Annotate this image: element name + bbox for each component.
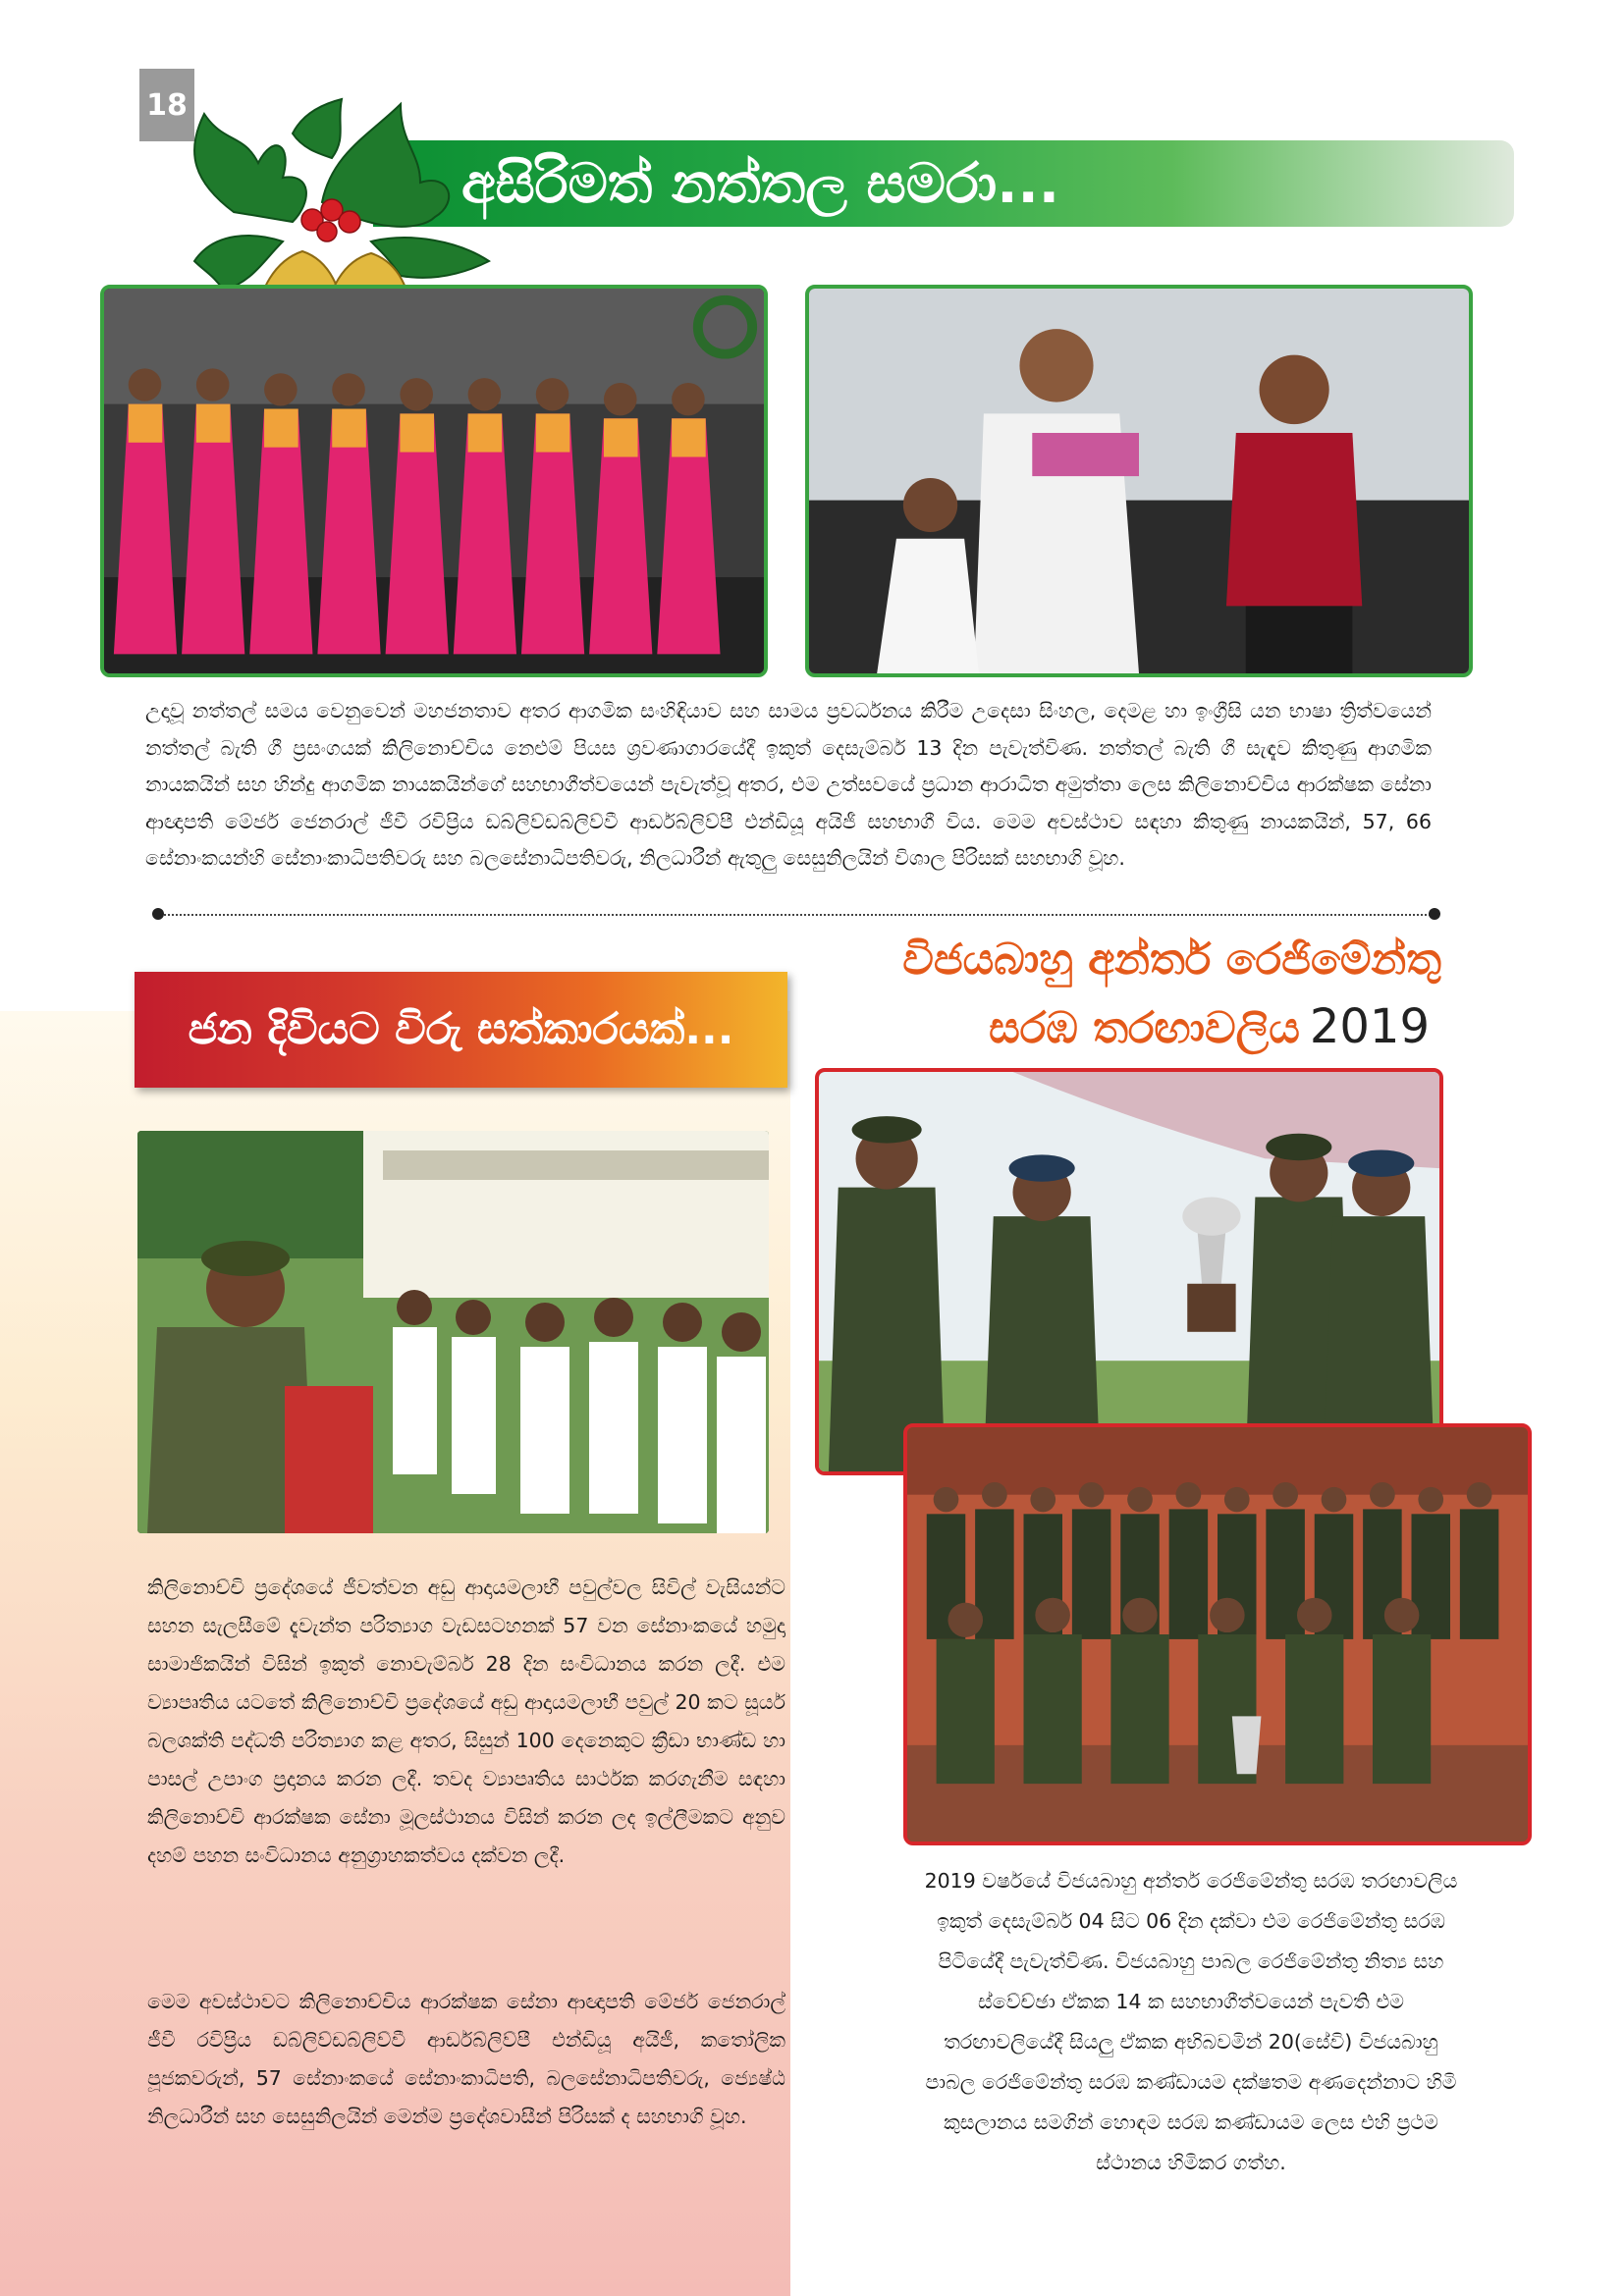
section-divider (157, 914, 1434, 916)
welfare-article-text-1: කිලිනොච්චි ප්‍රදේශයේ ජීවත්වන අඩු ආදායමලාභී පවුල්වල සිවිල් වැසියන්ට සහන සැලසීමේ දැවැන්ත පරිත්‍යාග වැඩසටහනක් 57 වන සේනාංකයේ හමුදා සාමාජිකයින් විසින් ඉකුත් නොවැම්බර් 28 දින සංවිධානය කරන ලදී. එම ව්‍යාපෘතිය යටතේ කිලිනොච්චි ප්‍රදේශයේ අඩු ආදායමලාභී පවුල් 20 කට සූර්ය බලශක්ති පද්ධති පරිත්‍යාග කළ අතර, සිසුන් 100 දෙනෙකුට ක්‍රීඩා භාණ්ඩ හා පාසල් උපාංග ප්‍රදානය කරන ලදී. තවද ව්‍යාපෘතිය සාර්ථක කරගැනීම සඳහා කිලිනොච්චි ආරක්ෂක සේනා මූලස්ථානය විසින් කරන ලද ඉල්ලීමකට අනුව දහම් පහන සංවිධානය අනුග්‍රාහකත්වය දක්වන ලදී. (147, 1575, 785, 1867)
drill-article-text: 2019 වර්ෂයේ විජයබාහු අන්තර් රෙජිමේන්තු සරඹ තරඟාවලිය ඉකුත් දෙසැම්බර් 04 සිට 06 දින දක්වා එම රෙජිමේන්තු සරඹ පිටියේදී පැවැත්විණ. විජයබාහු පාබල රෙජිමේන්තු නිත්‍ය සහ ස්වේච්ඡා ඒකක 14 ක සහභාගීත්වයෙන් පැවති එම තරඟාවලියේදී සියලු ඒකක අභිබවමින් 20(සේවි) විජයබාහු පාබල රෙජිමේන්තු සරඹ කණ්ඩායම දක්ෂතම අණදෙන්නාට හිමි කුසලානය සමගින් හොඳම සරඹ කණ්ඩායම ලෙස එහි ප්‍රථම ස්ථානය හිමිකර ගත්හ. (924, 1869, 1458, 2174)
section-title-christmas: අසිරිමත් නත්තල සමරා... (461, 152, 1060, 216)
photo-choir (100, 285, 768, 677)
section-title-welfare: ජන දිවියට විරු සත්කාරයක්... (188, 1004, 734, 1054)
welfare-article-text-2: මෙම අවස්ථාවට කිලිනොච්චිය ආරක්ෂක සේනා ආඥාපති මේජර් ජෙනරාල් ජීවී රවිප්‍රිය ඩබ්ලිව්ඩබ්ලිව්වී ආර්ඩබ්ලිව්පී එන්ඩියූ අයිජී, කතෝලික පූජකවරුන්, 57 සේනාංකයේ සේනාංකාධිපති, බලසේනාධිපතිවරු, ජ්‍යෙෂ්ඨ නිලධාරීන් සහ සෙසුනිලයින් මෙන්ම ප්‍රදේශවාසීන් පිරිසක් ද සහභාගි වූහ. (147, 1990, 785, 2128)
drill-title-year: 2019 (1309, 999, 1430, 1054)
section-title-drill-line1: විජයබාහු අන්තර් රෙජිමේන්තු (902, 934, 1441, 985)
photo-trophy-handover (815, 1068, 1443, 1475)
page-number: 18 (139, 69, 194, 141)
christmas-article-text: උදාවූ නත්තල් සමය වෙනුවෙන් මහජනතාව අතර ආගමික සංහිඳියාව සහ සාමය ප්‍රවර්ධනය කිරීම උදෙසා සිංහල, දෙමළ හා ඉංග්‍රීසි යන භාෂා ත්‍රිත්වයෙන් නත්තල් බැති ගී ප්‍රසංගයක් කිලිනොච්චිය නෙළුම් පියස ශ්‍රවණාගාරයේදී ඉකුත් දෙසැම්බර් 13 දින පැවැත්විණ. නත්තල් බැති ගී සැඳැව කිතුණු ආගමික නායකයින් සහ හින්දු ආගමික නායකයින්ගේ සහභාගීත්වයෙන් පැවැත්වූ අතර, එම උත්සවයේ ප්‍රධාන ආරාධිත අමුත්තා ලෙස කිලිනොච්චිය ආරක්ෂක සේනා ආඥාපති මේජර් ජෙනරාල් ජීවී රවිප්‍රිය ඩබ්ලිව්ඩබ්ලිව්වී ආර්ඩබ්ලිව්පී එන්ඩියූ අයිජී සහභාගී විය. මෙම අවස්ථාව සඳහා කිතුණු නායකයින්, 57, 66 සේනාංකයන්හි සේනාංකාධිපතිවරු සහ බලසේනාධිපතිවරු, නිලධාරීන් ඇතුලු සෙසුනිලයින් විශාල පිරිසක් සහභාගි වූහ. (145, 699, 1432, 870)
drill-title-text: සරඹ තරඟාවලිය (989, 1003, 1300, 1053)
section-title-drill-line2 (892, 999, 1430, 1054)
divider-dot-right (1429, 908, 1440, 920)
photo-officer-students (137, 1131, 769, 1533)
divider-dot-left (152, 908, 164, 920)
photo-gift-presentation (805, 285, 1473, 677)
photo-drill-team-group (903, 1423, 1532, 1845)
